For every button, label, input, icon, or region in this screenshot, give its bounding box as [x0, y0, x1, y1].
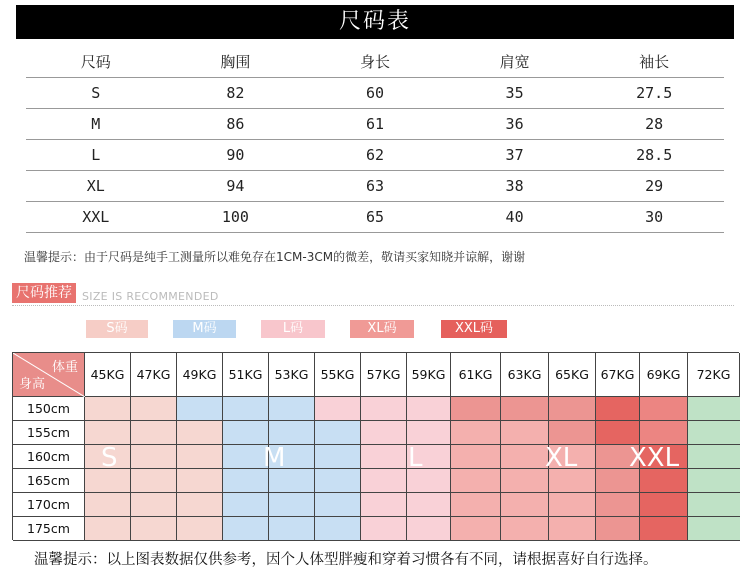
- weight-header-cell: 47KG: [131, 353, 177, 397]
- chart-cell: [315, 397, 361, 421]
- chart-cell: [361, 493, 407, 517]
- chart-cell: [451, 517, 501, 541]
- legend-xxl: XXL码: [441, 320, 507, 338]
- table-row: [26, 109, 724, 140]
- weight-header-cell: 61KG: [451, 353, 501, 397]
- page-title: 尺码表: [16, 5, 734, 39]
- chart-cell: [407, 421, 451, 445]
- table-cell: S: [26, 78, 166, 109]
- chart-cell: [596, 517, 640, 541]
- chart-cell: [177, 397, 223, 421]
- chart-cell: [315, 469, 361, 493]
- table-row: [26, 78, 724, 109]
- chart-cell: [269, 517, 315, 541]
- chart-cell: [688, 493, 740, 517]
- height-row-label: 160cm: [13, 445, 85, 469]
- table-cell: 28.5: [584, 140, 724, 171]
- chart-cell: [85, 421, 131, 445]
- chart-cell: [131, 493, 177, 517]
- table-cell: 82: [166, 78, 306, 109]
- table-cell: 63: [305, 171, 445, 202]
- header-length: 身长: [305, 45, 445, 78]
- chart-cell: [223, 493, 269, 517]
- chart-cell: [640, 493, 688, 517]
- chart-cell: [269, 397, 315, 421]
- chart-cell: [501, 469, 549, 493]
- dotted-divider: [12, 305, 734, 306]
- chart-cell: [85, 493, 131, 517]
- weight-header-cell: 55KG: [315, 353, 361, 397]
- chart-cell: [407, 517, 451, 541]
- chart-cell: [451, 397, 501, 421]
- chart-cell: [688, 469, 740, 493]
- weight-header-cell: 45KG: [85, 353, 131, 397]
- chart-cell: [549, 421, 596, 445]
- recommend-tag: 尺码推荐: [12, 283, 76, 303]
- chart-cell: [177, 469, 223, 493]
- header-sleeve: 袖长: [584, 45, 724, 78]
- chart-cell: [640, 421, 688, 445]
- height-row-label: 150cm: [13, 397, 85, 421]
- corner-weight-label: 体重: [51, 360, 78, 375]
- table-cell: 61: [305, 109, 445, 140]
- size-zone-label: M: [263, 443, 286, 473]
- chart-cell: [223, 397, 269, 421]
- legend-l: L码: [261, 320, 325, 338]
- chart-cell: [361, 517, 407, 541]
- chart-cell: [315, 517, 361, 541]
- chart-cell: [131, 421, 177, 445]
- chart-cell: [269, 421, 315, 445]
- chart-cell: [501, 517, 549, 541]
- weight-header-cell: 67KG: [596, 353, 640, 397]
- chart-cell: [361, 421, 407, 445]
- chart-cell: [223, 517, 269, 541]
- size-zone-label: XXL: [629, 443, 680, 473]
- chart-cell: [451, 493, 501, 517]
- height-row-label: 165cm: [13, 469, 85, 493]
- weight-header-cell: 65KG: [549, 353, 596, 397]
- chart-cell: [177, 445, 223, 469]
- height-row-label: 175cm: [13, 517, 85, 541]
- table-cell: M: [26, 109, 166, 140]
- table-cell: XXL: [26, 202, 166, 233]
- size-zone-label: L: [408, 443, 423, 473]
- chart-cell: [131, 397, 177, 421]
- weight-header-cell: 57KG: [361, 353, 407, 397]
- table-row: [26, 171, 724, 202]
- header-size: 尺码: [26, 45, 166, 78]
- weight-header-cell: 72KG: [688, 353, 740, 397]
- chart-cell: [315, 421, 361, 445]
- chart-cell: [501, 493, 549, 517]
- chart-cell: [407, 397, 451, 421]
- chart-corner-cell: [13, 353, 85, 397]
- chart-cell: [596, 421, 640, 445]
- table-cell: 37: [445, 140, 585, 171]
- weight-header-cell: 63KG: [501, 353, 549, 397]
- table-cell: 40: [445, 202, 585, 233]
- chart-cell: [549, 517, 596, 541]
- table-cell: 30: [584, 202, 724, 233]
- chart-cell: [361, 469, 407, 493]
- chart-cell: [451, 421, 501, 445]
- size-zone-label: XL: [545, 443, 578, 473]
- chart-cell: [177, 421, 223, 445]
- table-cell: 35: [445, 78, 585, 109]
- table-cell: L: [26, 140, 166, 171]
- table-cell: XL: [26, 171, 166, 202]
- weight-header-cell: 59KG: [407, 353, 451, 397]
- chart-cell: [451, 445, 501, 469]
- chart-cell: [501, 421, 549, 445]
- corner-height-label: 身高: [19, 377, 46, 392]
- weight-header-cell: 49KG: [177, 353, 223, 397]
- table-cell: 90: [166, 140, 306, 171]
- table-cell: 94: [166, 171, 306, 202]
- chart-cell: [361, 397, 407, 421]
- chart-cell: [640, 517, 688, 541]
- chart-cell: [688, 517, 740, 541]
- header-shoulder: 肩宽: [445, 45, 585, 78]
- table-cell: 28: [584, 109, 724, 140]
- table-cell: 86: [166, 109, 306, 140]
- table-row: [26, 140, 724, 171]
- recommend-subtitle: SIZE IS RECOMMENDED: [82, 290, 219, 303]
- chart-cell: [688, 421, 740, 445]
- size-recommendation-chart: [12, 352, 739, 540]
- table-cell: 60: [305, 78, 445, 109]
- chart-cell: [315, 445, 361, 469]
- chart-cell: [131, 469, 177, 493]
- size-zone-label: S: [101, 443, 118, 473]
- weight-header-cell: 69KG: [640, 353, 688, 397]
- chart-cell: [177, 517, 223, 541]
- weight-header-cell: 53KG: [269, 353, 315, 397]
- chart-cell: [131, 517, 177, 541]
- measurement-note: 温馨提示：由于尺码是纯手工测量所以难免存在1CM-3CM的微差，敬请买家知晓并谅解，谢谢: [24, 250, 526, 264]
- chart-cell: [269, 493, 315, 517]
- legend-s: S码: [86, 320, 148, 338]
- chart-cell: [549, 493, 596, 517]
- chart-cell: [361, 445, 407, 469]
- table-cell: 29: [584, 171, 724, 202]
- chart-cell: [177, 493, 223, 517]
- chart-cell: [501, 397, 549, 421]
- chart-cell: [85, 517, 131, 541]
- table-cell: 62: [305, 140, 445, 171]
- weight-header-cell: 51KG: [223, 353, 269, 397]
- size-table: [26, 45, 724, 233]
- table-cell: 100: [166, 202, 306, 233]
- table-cell: 36: [445, 109, 585, 140]
- chart-cell: [688, 397, 740, 421]
- chart-cell: [596, 397, 640, 421]
- chart-cell: [85, 397, 131, 421]
- chart-cell: [549, 397, 596, 421]
- chart-cell: [407, 493, 451, 517]
- table-cell: 65: [305, 202, 445, 233]
- chart-cell: [501, 445, 549, 469]
- chart-cell: [451, 469, 501, 493]
- chart-cell: [640, 397, 688, 421]
- legend-xl: XL码: [350, 320, 414, 338]
- chart-cell: [223, 421, 269, 445]
- reference-note: 温馨提示：以上图表数据仅供参考，因个人体型胖瘦和穿着习惯各有不同，请根据喜好自行选择。: [34, 552, 658, 568]
- chart-cell: [688, 445, 740, 469]
- chart-cell: [131, 445, 177, 469]
- chart-cell: [315, 493, 361, 517]
- legend-m: M码: [173, 320, 236, 338]
- header-chest: 胸围: [166, 45, 306, 78]
- table-row: [26, 202, 724, 233]
- height-row-label: 170cm: [13, 493, 85, 517]
- table-cell: 38: [445, 171, 585, 202]
- chart-cell: [596, 493, 640, 517]
- table-header-row: [26, 45, 724, 78]
- table-cell: 27.5: [584, 78, 724, 109]
- height-row-label: 155cm: [13, 421, 85, 445]
